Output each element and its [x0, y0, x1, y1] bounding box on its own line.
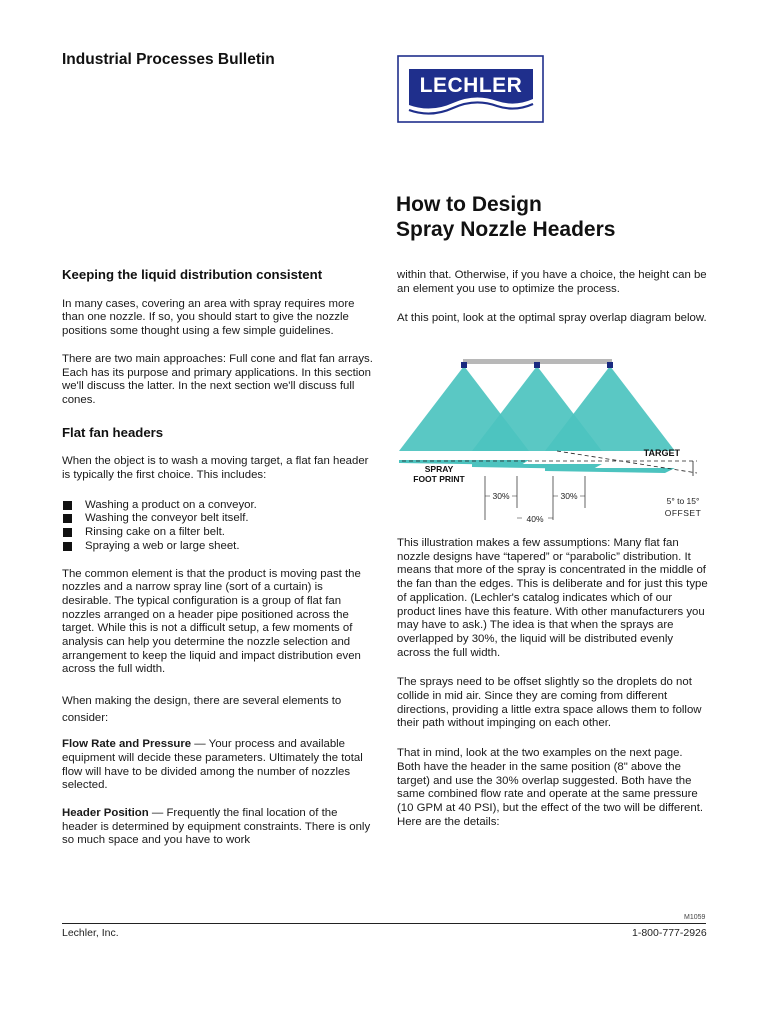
paragraph-flow-rate: [62, 738, 374, 793]
bulletin-title: Industrial Processes Bulletin: [62, 51, 275, 68]
nozzle-2: [534, 362, 540, 368]
footer-divider: [62, 923, 706, 924]
footer-company: Lechler, Inc.: [62, 927, 119, 939]
offset-label-line2: OFFSET: [664, 508, 702, 518]
paragraph: This illustration makes a few assumptions: Many flat fan nozzle designs have “tapered” or “parabolic” distribution. It means that more of the spray is concentrated in the middle of the fan than the edges. This is deliberate and for just this type of application. (Lechler's catalog indicates which of our product lines have this feature. With other manufacturers you may have to ask.) The idea is that when the sprays are overlapped by 30%, the liquid will be distributed evenly across the full width.: [397, 537, 708, 659]
footer-phone: 1-800-777-2926: [632, 927, 707, 939]
section-heading-distribution: Keeping the liquid distribution consistent: [62, 267, 323, 282]
run-in-heading: Flow Rate and Pressure: [62, 738, 192, 751]
overlap-label-left: 30%: [492, 491, 510, 501]
right-column-bottom: [397, 537, 709, 843]
target-label: TARGET: [643, 448, 680, 458]
section-heading-flat-fan: Flat fan headers: [62, 424, 164, 440]
logo-text: LECHLER: [419, 74, 523, 97]
paragraph: The sprays need to be offset slightly so the droplets do not collide in mid air. Since they are coming from different directions, providing a little extra space allows them to follow their path without impinging on each other.: [397, 676, 702, 730]
list-item: Washing the conveyor belt itself.: [62, 512, 374, 526]
bullet-list: [62, 499, 374, 554]
paragraph: There are two main approaches: Full cone and flat fan arrays. Each has its purpose and primary applications. In this section we'll discuss the latter. In the next section we'll discuss full cones.: [62, 352, 373, 406]
spacing-label: 40%: [526, 514, 544, 524]
paragraph: That in mind, look at the two examples on the next page. Both have the header in the same position (8" above the target) and use the 30% overlap suggested. Both have the same combined flow rate and operate at the same pressure (10 GPM at 40 PSI), but the effect of the two will be different. Here are the details:: [397, 747, 704, 828]
spray-overlap-diagram: [397, 348, 707, 528]
nozzle-1: [461, 362, 467, 368]
footprint-3: [545, 468, 675, 473]
offset-label-line1: 5° to 15°: [666, 496, 700, 506]
paragraph: In many cases, covering an area with spray requires more than one nozzle. If so, you should start to give the nozzle positions some thought using a few simple guidelines.: [62, 297, 355, 338]
run-in-heading: Header Position: [62, 806, 149, 819]
document-code: M1059: [684, 914, 706, 921]
lechler-logo: [397, 55, 544, 123]
overlap-label-right: 30%: [560, 491, 578, 501]
list-item: Spraying a web or large sheet.: [62, 540, 374, 554]
paragraph-header-position: [62, 807, 374, 848]
run-in-text: — Your process and available equipment will decide these parameters. Ultimately the total flow will have to be divided among the number of nozzles selected.: [62, 738, 363, 792]
spray-label-line2: FOOT PRINT: [413, 474, 465, 484]
list-item: Rinsing cake on a filter belt.: [62, 526, 374, 540]
page-title-line2: Spray Nozzle Headers: [396, 218, 616, 241]
paragraph: The common element is that the product is moving past the nozzles and a narrow spray line (sort of a curtain) is desirable. The typical configuration is a group of flat fan nozzles arranged on a header pipe positioned across the target. While this is not a difficult setup, a few moments of analysis can help you determine the nozzle selection and arrangement to keep the liquid and impact distribution even across the full width.: [62, 567, 361, 676]
spray-label-line1: SPRAY: [424, 464, 454, 474]
nozzle-3: [607, 362, 613, 368]
paragraph: within that. Otherwise, if you have a choice, the height can be an element you use to optimize the process.: [397, 269, 707, 295]
paragraph: When making the design, there are several elements to consider:: [62, 695, 342, 724]
right-column-top: [397, 269, 709, 340]
page-title-line1: How to Design: [396, 193, 542, 216]
run-in-text: — Frequently the final location of the header is determined by equipment constraints. There is only so much space and you have to work: [62, 806, 371, 847]
list-item: Washing a product on a conveyor.: [62, 499, 374, 513]
paragraph: At this point, look at the optimal spray overlap diagram below.: [397, 312, 707, 325]
paragraph: When the object is to wash a moving target, a flat fan header is typically the first choice. This includes:: [62, 455, 369, 482]
left-column: [62, 268, 374, 862]
page-title: [396, 192, 615, 242]
